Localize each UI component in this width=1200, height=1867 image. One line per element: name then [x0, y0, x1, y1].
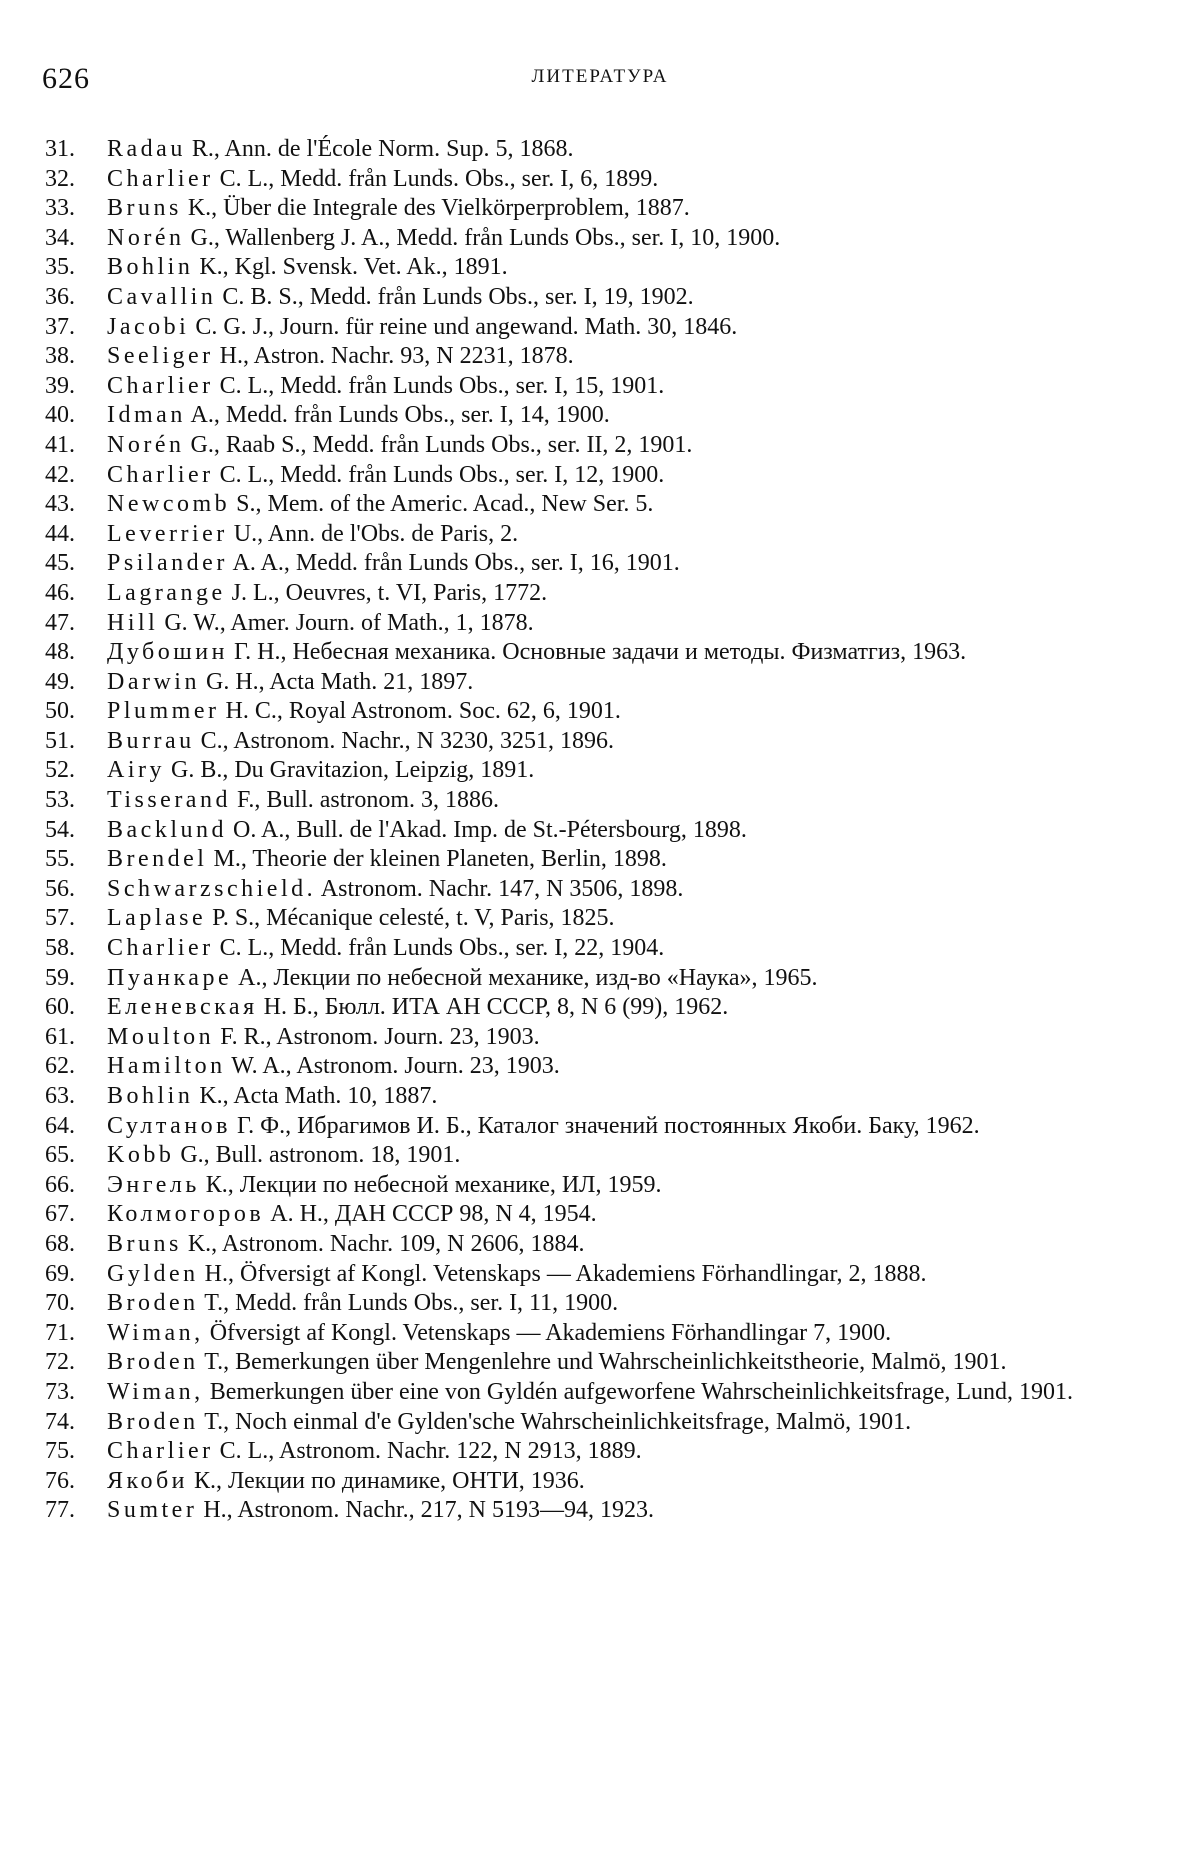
reference-item — [0, 224, 1200, 254]
reference-text: К., Лекции по небесной механике, ИЛ, 1959. — [199, 1171, 662, 1198]
reference-item — [0, 283, 1200, 313]
reference-text: Bemerkungen über eine von Gyldén aufgeworfene Wahrscheinlichkeitsfrage, Lund, 1901. — [203, 1378, 1074, 1405]
reference-text: А., Лекции по небесной механике, изд-во «Наука», 1965. — [232, 964, 818, 991]
reference-text: А. Н., ДАН СССР 98, N 4, 1954. — [264, 1201, 597, 1228]
reference-number: 32. — [45, 165, 75, 192]
page-number: 626 — [42, 62, 90, 95]
reference-text: F. R., Astronom. Journ. 23, 1903. — [214, 1023, 540, 1050]
reference-text: C. L., Astronom. Nachr. 122, N 2913, 1889. — [213, 1438, 642, 1465]
reference-author: Leverrier — [107, 520, 228, 547]
reference-item — [0, 756, 1200, 786]
reference-text: Н. Б., Бюлл. ИТА АН СССР, 8, N 6 (99), 1962. — [257, 994, 729, 1021]
reference-item — [0, 461, 1200, 491]
reference-item — [0, 1467, 1200, 1497]
reference-author: Sumter — [107, 1497, 198, 1524]
reference-number: 43. — [45, 491, 75, 518]
reference-number: 59. — [45, 964, 75, 991]
reference-item — [0, 165, 1200, 195]
reference-number: 48. — [45, 639, 75, 666]
reference-number: 63. — [45, 1083, 75, 1109]
reference-text: O. A., Bull. de l'Akad. Imp. de St.-Pétersbourg, 1898. — [226, 816, 747, 843]
reference-item — [0, 1141, 1200, 1171]
reference-item — [0, 875, 1200, 905]
reference-number: 60. — [45, 994, 75, 1021]
reference-item — [0, 194, 1200, 224]
reference-text: Öfversigt af Kongl. Vetenskaps — Akademiens Förhandlingar 7, 1900. — [203, 1319, 892, 1346]
reference-author: Энгель — [107, 1171, 200, 1198]
reference-item — [0, 253, 1200, 283]
reference-text: H., Astronom. Nachr., 217, N 5193—94, 1923. — [197, 1497, 654, 1524]
reference-text: G., Raab S., Medd. från Lunds Obs., ser. II, 2, 1901. — [184, 431, 693, 458]
reference-text: T., Noch einmal d'e Gylden'sche Wahrscheinlichkeitsfrage, Malmö, 1901. — [198, 1408, 912, 1435]
reference-item — [0, 1230, 1200, 1260]
reference-text: C. L., Medd. från Lunds. Obs., ser. I, 6, 1899. — [213, 165, 659, 192]
reference-number: 31. — [45, 136, 75, 162]
reference-text: P. S., Mécanique celesté, t. V, Paris, 1825. — [206, 905, 615, 932]
reference-text: H. C., Royal Astronom. Soc. 62, 6, 1901. — [219, 698, 621, 725]
reference-text: K., Kgl. Svensk. Vet. Ak., 1891. — [193, 254, 508, 281]
reference-text: G. H., Acta Math. 21, 1897. — [199, 668, 474, 695]
reference-item — [0, 609, 1200, 639]
reference-number: 37. — [45, 313, 75, 340]
reference-item — [0, 668, 1200, 698]
reference-text: C. L., Medd. från Lunds Obs., ser. I, 12, 1900. — [213, 461, 665, 488]
reference-author: Cavallin — [107, 283, 217, 310]
reference-author: Charlier — [107, 1438, 214, 1465]
reference-author: Brendel — [107, 846, 208, 873]
reference-text: G., Wallenberg J. A., Medd. från Lunds Obs., ser. I, 10, 1900. — [184, 224, 781, 251]
reference-number: 67. — [45, 1201, 75, 1228]
reference-text: C. G. J., Journ. für reine und angewand. Math. 30, 1846. — [189, 313, 738, 340]
reference-item — [0, 372, 1200, 402]
reference-text: G. W., Amer. Journ. of Math., 1, 1878. — [158, 609, 534, 636]
reference-number: 44. — [45, 520, 75, 547]
reference-item — [0, 1052, 1200, 1082]
reference-text: C. L., Medd. från Lunds Obs., ser. I, 22, 1904. — [213, 935, 665, 962]
reference-text: T., Bemerkungen über Mengenlehre und Wahrscheinlichkeitstheorie, Malmö, 1901. — [198, 1349, 1007, 1376]
reference-number: 50. — [45, 698, 75, 725]
reference-list — [0, 135, 1200, 1526]
reference-number: 77. — [45, 1497, 75, 1524]
reference-text: M., Theorie der kleinen Planeten, Berlin, 1898. — [207, 846, 667, 873]
reference-author: Schwarzschield. — [107, 875, 317, 902]
reference-text: S., Mem. of the Americ. Acad., New Ser. 5. — [230, 491, 654, 518]
reference-number: 76. — [45, 1467, 75, 1494]
reference-text: J. L., Oeuvres, t. VI, Paris, 1772. — [225, 579, 548, 606]
reference-item — [0, 1319, 1200, 1349]
reference-author: Broden — [107, 1408, 199, 1435]
reference-text: К., Лекции по динамике, ОНТИ, 1936. — [188, 1467, 585, 1494]
reference-author: Якоби — [107, 1467, 189, 1494]
reference-number: 49. — [45, 668, 75, 695]
reference-number: 71. — [45, 1319, 75, 1346]
reference-number: 35. — [45, 254, 75, 281]
reference-item — [0, 638, 1200, 668]
reference-number: 33. — [45, 195, 75, 222]
reference-author: Moulton — [107, 1023, 215, 1050]
reference-number: 64. — [45, 1112, 75, 1139]
reference-author: Wiman, — [107, 1319, 204, 1346]
reference-text: A. A., Medd. från Lunds Obs., ser. I, 16, 1901. — [227, 550, 680, 577]
reference-author: Broden — [107, 1349, 199, 1376]
reference-text: K., Über die Integrale des Vielkörperproblem, 1887. — [181, 195, 690, 222]
reference-text: A., Medd. från Lunds Obs., ser. I, 14, 1900. — [185, 402, 610, 429]
reference-text: U., Ann. de l'Obs. de Paris, 2. — [227, 520, 519, 547]
reference-author: Bruns — [107, 195, 182, 222]
reference-author: Колмогоров — [107, 1201, 265, 1228]
reference-author: Idman — [107, 402, 186, 429]
reference-number: 65. — [45, 1142, 75, 1169]
reference-item — [0, 313, 1200, 343]
reference-item — [0, 431, 1200, 461]
reference-text: H., Öfversigt af Kongl. Vetenskaps — Akademiens Förhandlingar, 2, 1888. — [198, 1260, 927, 1287]
reference-item — [0, 401, 1200, 431]
reference-number: 58. — [45, 935, 75, 962]
reference-author: Backlund — [107, 816, 227, 843]
reference-item — [0, 579, 1200, 609]
reference-author: Еленевская — [107, 994, 258, 1021]
reference-item — [0, 786, 1200, 816]
reference-number: 62. — [45, 1053, 75, 1080]
reference-author: Psilander — [107, 550, 228, 577]
reference-text: Astronom. Nachr. 147, N 3506, 1898. — [316, 875, 684, 902]
reference-number: 34. — [45, 224, 75, 251]
reference-number: 72. — [45, 1349, 75, 1376]
reference-number: 75. — [45, 1438, 75, 1465]
reference-number: 51. — [45, 727, 75, 754]
reference-item — [0, 549, 1200, 579]
reference-item — [0, 1348, 1200, 1378]
reference-author: Lagrange — [107, 579, 226, 606]
reference-item — [0, 1082, 1200, 1112]
reference-author: Radau — [107, 136, 186, 162]
reference-text: H., Astron. Nachr. 93, N 2231, 1878. — [213, 343, 574, 370]
reference-author: Laplase — [107, 905, 207, 932]
reference-item — [0, 1112, 1200, 1142]
reference-item — [0, 1437, 1200, 1467]
reference-text: W. A., Astronom. Journ. 23, 1903. — [225, 1053, 560, 1080]
reference-item — [0, 1378, 1200, 1408]
reference-author: Wiman, — [107, 1378, 204, 1405]
reference-author: Bohlin — [107, 1083, 194, 1109]
reference-text: C., Astronom. Nachr., N 3230, 3251, 1896. — [194, 727, 614, 754]
reference-number: 57. — [45, 905, 75, 932]
reference-number: 68. — [45, 1230, 75, 1257]
reference-text: C. B. S., Medd. från Lunds Obs., ser. I, 19, 1902. — [216, 283, 694, 310]
reference-text: T., Medd. från Lunds Obs., ser. I, 11, 1900. — [198, 1290, 619, 1317]
reference-item — [0, 816, 1200, 846]
reference-number: 39. — [45, 372, 75, 399]
reference-item — [0, 520, 1200, 550]
reference-text: Г. Н., Небесная механика. Основные задачи и методы. Физматгиз, 1963. — [227, 639, 967, 666]
reference-item — [0, 1023, 1200, 1053]
reference-author: Hamilton — [107, 1053, 226, 1080]
reference-number: 61. — [45, 1023, 75, 1050]
reference-text: Г. Ф., Ибрагимов И. Б., Каталог значений постоянных Якоби. Баку, 1962. — [230, 1112, 980, 1139]
reference-item — [0, 993, 1200, 1023]
reference-item — [0, 490, 1200, 520]
reference-author: Broden — [107, 1290, 199, 1317]
reference-number: 73. — [45, 1378, 75, 1405]
reference-item — [0, 934, 1200, 964]
reference-author: Charlier — [107, 935, 214, 962]
reference-text: K., Acta Math. 10, 1887. — [193, 1083, 438, 1109]
reference-author: Gylden — [107, 1260, 199, 1287]
reference-number: 47. — [45, 609, 75, 636]
reference-author: Tisserand — [107, 787, 231, 814]
reference-author: Norén — [107, 224, 185, 251]
reference-text: G., Bull. astronom. 18, 1901. — [174, 1142, 461, 1169]
reference-number: 45. — [45, 550, 75, 577]
reference-author: Darwin — [107, 668, 200, 695]
reference-number: 74. — [45, 1408, 75, 1435]
reference-author: Bruns — [107, 1230, 182, 1257]
reference-item — [0, 1408, 1200, 1438]
reference-author: Airy — [107, 757, 165, 784]
reference-number: 55. — [45, 846, 75, 873]
reference-number: 66. — [45, 1171, 75, 1198]
reference-author: Bohlin — [107, 254, 194, 281]
reference-number: 46. — [45, 579, 75, 606]
reference-number: 69. — [45, 1260, 75, 1287]
reference-text: G. B., Du Gravitazion, Leipzig, 1891. — [165, 757, 535, 784]
reference-number: 54. — [45, 816, 75, 843]
reference-item — [0, 727, 1200, 757]
reference-author: Султанов — [107, 1112, 231, 1139]
reference-item — [0, 1171, 1200, 1201]
reference-author: Jacobi — [107, 313, 190, 340]
reference-number: 53. — [45, 787, 75, 814]
reference-author: Charlier — [107, 165, 214, 192]
reference-item — [0, 964, 1200, 994]
reference-item — [0, 135, 1200, 165]
reference-author: Newcomb — [107, 491, 231, 518]
reference-item — [0, 904, 1200, 934]
reference-number: 38. — [45, 343, 75, 370]
reference-number: 36. — [45, 283, 75, 310]
reference-item — [0, 697, 1200, 727]
reference-number: 70. — [45, 1290, 75, 1317]
reference-author: Hill — [107, 609, 159, 636]
running-title: ЛИТЕРАТУРА — [531, 66, 669, 87]
reference-number: 40. — [45, 402, 75, 429]
reference-item — [0, 1496, 1200, 1526]
reference-author: Plummer — [107, 698, 220, 725]
reference-number: 52. — [45, 757, 75, 784]
reference-author: Charlier — [107, 461, 214, 488]
reference-text: K., Astronom. Nachr. 109, N 2606, 1884. — [181, 1230, 585, 1257]
reference-text: R., Ann. de l'École Norm. Sup. 5, 1868. — [185, 136, 574, 162]
reference-author: Kobb — [107, 1142, 175, 1169]
reference-author: Пуанкаре — [107, 964, 233, 991]
reference-item — [0, 1289, 1200, 1319]
reference-item — [0, 342, 1200, 372]
reference-text: C. L., Medd. från Lunds Obs., ser. I, 15, 1901. — [213, 372, 665, 399]
reference-author: Дубошин — [107, 639, 228, 666]
reference-number: 42. — [45, 461, 75, 488]
reference-number: 41. — [45, 431, 75, 458]
reference-item — [0, 1260, 1200, 1290]
reference-item — [0, 845, 1200, 875]
reference-number: 56. — [45, 875, 75, 902]
reference-item — [0, 1200, 1200, 1230]
reference-author: Norén — [107, 431, 185, 458]
reference-author: Seeliger — [107, 343, 214, 370]
reference-author: Burrau — [107, 727, 195, 754]
reference-text: F., Bull. astronom. 3, 1886. — [230, 787, 500, 814]
reference-author: Charlier — [107, 372, 214, 399]
